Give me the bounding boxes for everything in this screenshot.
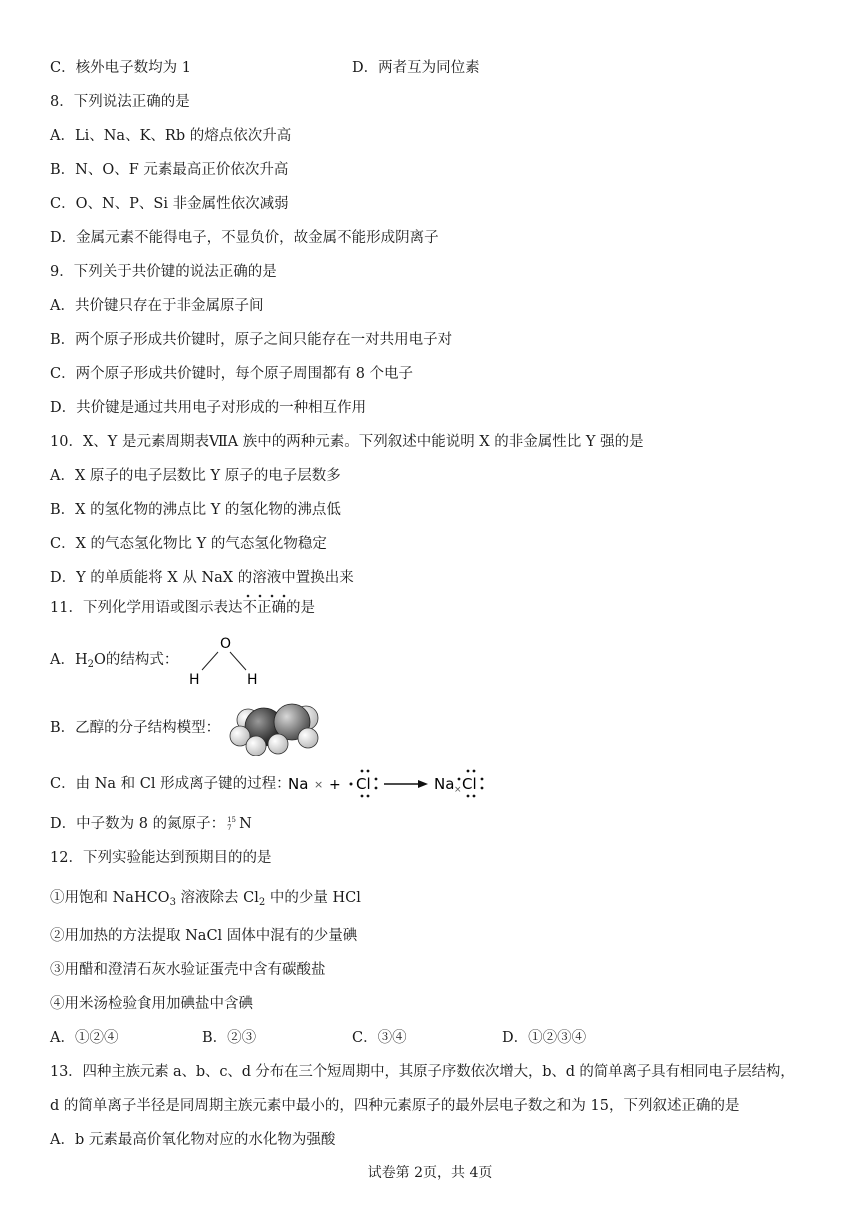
q12-options	[50, 1028, 750, 1048]
electron-cross: ×	[314, 778, 324, 791]
q12-item-1	[50, 888, 361, 913]
q11-option-a	[50, 650, 178, 675]
chlorine-symbol: Cl	[356, 775, 371, 793]
q9-stem: 9．下列关于共价键的说法正确的是	[50, 264, 277, 280]
atom-sphere	[246, 736, 266, 756]
q10-option-a: A．X 原子的电子层数比 Y 原子的电子层数多	[50, 468, 341, 484]
electron-dot	[458, 778, 461, 781]
q13-option-a: A．b 元素最高价氧化物对应的水化物为强酸	[50, 1132, 336, 1148]
chlorine-symbol: Cl	[462, 775, 477, 793]
electron-dot	[367, 795, 370, 798]
electron-dot	[350, 783, 353, 786]
o-h-bond-right	[230, 652, 246, 670]
electron-dot	[361, 770, 364, 773]
hydrogen-atom-label-left: H	[189, 672, 200, 688]
q11-option-b: B．乙醇的分子结构模型：	[50, 720, 221, 736]
electron-dot	[481, 787, 484, 790]
ethanol-space-filling-model	[226, 700, 330, 756]
q9-option-a: A．共价键只存在于非金属原子间	[50, 298, 264, 314]
electron-dot	[473, 770, 476, 773]
q12-item-4: ④用米汤检验食用加碘盐中含碘	[50, 996, 253, 1012]
nitrogen-isotope-notation	[225, 814, 239, 834]
q12-item-3: ③用醋和澄清石灰水验证蛋壳中含有碳酸盐	[50, 962, 326, 978]
q11-stem-part: 11．下列化学用语或图示表达	[50, 600, 243, 616]
q10-option-d: D．Y 的单质能将 X 从 NaX 的溶液中置换出来	[50, 570, 354, 586]
q8-option-c: C．O、N、P、Si 非金属性依次减弱	[50, 196, 289, 212]
oxygen-atom-label: O	[220, 636, 232, 652]
q11-option-d	[50, 814, 252, 834]
q13-stem-line-1: 13．四种主族元素 a、b、c、d 分布在三个短周期中，其原子序数依次增大，b、d 的简单离子具有相同电子层结构，	[50, 1064, 795, 1080]
electron-dot	[375, 778, 378, 781]
atom-sphere	[298, 728, 318, 748]
reaction-arrow-head	[418, 780, 428, 788]
q8-option-d: D．金属元素不能得电子，不显负价，故金属不能形成阴离子	[50, 230, 439, 246]
electron-dot	[361, 795, 364, 798]
q11-stem-emphasis: 不正确	[242, 600, 286, 616]
q12-item-1-text: 溶液除去 Cl	[175, 890, 259, 906]
q10-option-c: C．X 的气态氢化物比 Y 的气态氢化物稳定	[50, 536, 327, 552]
q12-item-2: ②用加热的方法提取 NaCl 固体中混有的少量碘	[50, 928, 358, 944]
plus-sign: +	[329, 777, 341, 793]
atom-sphere	[268, 734, 288, 754]
h2o-formula-h: H	[74, 652, 88, 668]
q11-stem	[50, 598, 315, 618]
atomic-number: 7	[227, 824, 232, 832]
ionic-bond-formation-diagram	[284, 764, 494, 804]
q11-option-d-text: D．中子数为 8 的氮原子：	[50, 816, 226, 832]
q9-option-c: C．两个原子形成共价键时，每个原子周围都有 8 个电子	[50, 366, 414, 382]
q9-option-b: B．两个原子形成共价键时，原子之间只能存在一对共用电子对	[50, 332, 453, 348]
h2o-formula-o: O	[94, 652, 106, 668]
q11-stem-part: 的是	[285, 600, 315, 616]
q9-option-d: D．共价键是通过共用电子对形成的一种相互作用	[50, 400, 367, 416]
q10-stem: 10．X、Y 是元素周期表ⅦA 族中的两种元素。下列叙述中能说明 X 的非金属性比 Y 强的是	[50, 434, 644, 450]
electron-dot	[467, 795, 470, 798]
electron-dot	[473, 795, 476, 798]
sodium-symbol: Na	[288, 775, 309, 793]
q7-option-c: C．核外电子数均为 1	[50, 60, 191, 76]
q12-option-a: A．①②④	[50, 1030, 119, 1046]
q12-option-c: C．③④	[352, 1030, 407, 1046]
q10-option-b: B．X 的氢化物的沸点比 Y 的氢化物的沸点低	[50, 502, 341, 518]
q7-option-d: D．两者互为同位素	[352, 60, 480, 76]
h2o-formula-sub: 2	[87, 659, 95, 670]
q12-item-1-text: ①用饱和 NaHCO	[50, 890, 170, 906]
q8-option-a: A．Li、Na、K、Rb 的熔点依次升高	[50, 128, 292, 144]
q11-option-a-prefix: A．	[50, 652, 75, 668]
q11-option-a-suffix: 的结构式：	[105, 652, 179, 668]
q13-stem-line-2: d 的简单离子半径是同周期主族元素中最小的，四种元素原子的最外层电子数之和为 15，下列叙述正确的是	[50, 1098, 740, 1114]
electron-dot	[467, 770, 470, 773]
water-structural-formula	[180, 632, 270, 688]
electron-cross: ×	[454, 785, 462, 795]
mass-number: 15	[227, 816, 236, 824]
q8-option-b: B．N、O、F 元素最高正价依次升高	[50, 162, 289, 178]
q12-option-d: D．①②③④	[502, 1030, 587, 1046]
subscript: 3	[169, 897, 176, 908]
sodium-symbol: Na	[434, 775, 455, 793]
electron-dot	[367, 770, 370, 773]
electron-dot	[375, 787, 378, 790]
q12-option-b: B．②③	[202, 1030, 257, 1046]
q12-stem: 12．下列实验能达到预期目的的是	[50, 850, 272, 866]
subscript: 2	[258, 897, 266, 908]
o-h-bond-left	[202, 652, 218, 670]
q8-stem: 8．下列说法正确的是	[50, 94, 190, 110]
nitrogen-symbol: N	[239, 816, 252, 832]
q12-item-1-text: 中的少量 HCl	[265, 890, 361, 906]
q11-option-c: C．由 Na 和 Cl 形成离子键的过程：	[50, 776, 291, 792]
electron-dot	[481, 778, 484, 781]
hydrogen-atom-label-right: H	[247, 672, 258, 688]
page-footer: 试卷第 2页，共 4页	[367, 1165, 493, 1181]
